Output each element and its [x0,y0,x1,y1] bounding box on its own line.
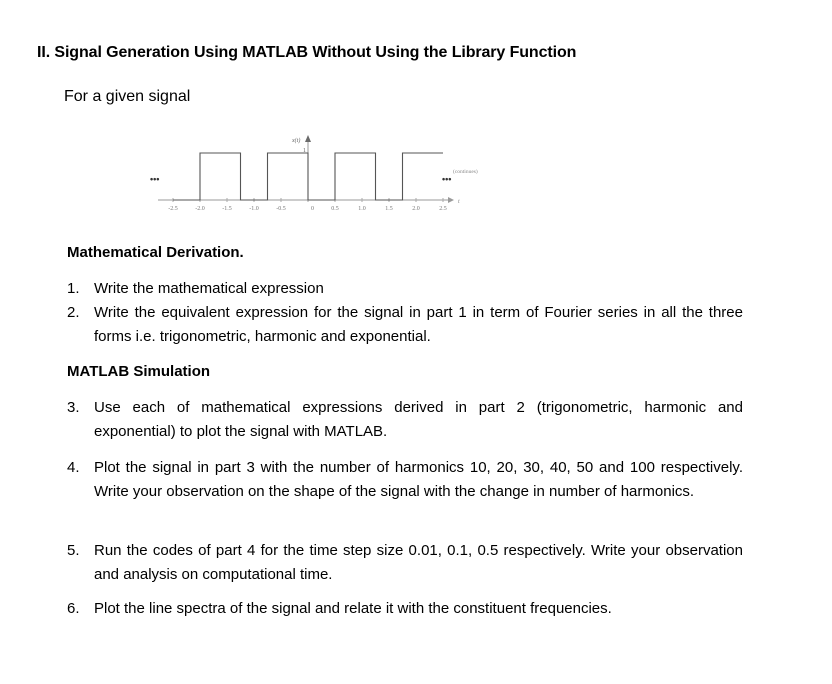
item-text: Plot the line spectra of the signal and relate it with the constituent frequencies. [94,600,612,617]
item-number: 3. [67,399,80,416]
x-tick-label: -2.0 [195,206,205,212]
continues-note: (continues) [453,169,478,175]
item-number: 2. [67,304,80,321]
intro-text: For a given signal [64,88,191,105]
left-continuation-dots: ••• [150,174,160,184]
list-item-6 [67,597,743,621]
right-continuation-dots: ••• [442,174,452,184]
item-text: Write the mathematical expression [94,280,324,297]
list-item-1 [67,277,743,301]
item-text: Write the equivalent expression for the signal in part 1 in term of Fourier series in all the three forms i.e. trigonometric, harmonic and exponential. [94,304,743,345]
x-tick-label: -0.5 [276,206,286,212]
derivation-title: Mathematical Derivation. [67,244,244,261]
x-tick-label: 2.5 [439,206,447,212]
x-tick-label: -1.0 [249,206,259,212]
item-number: 4. [67,459,80,476]
signal-waveform [173,153,443,200]
item-text: Use each of mathematical expressions derived in part 2 (trigonometric, harmonic and exponential) to plot the signal with MATLAB. [94,399,743,440]
x-tick-label: 2.0 [412,206,420,212]
signal-plot [148,130,508,225]
time-axis-arrow [448,197,454,203]
list-item-4 [67,456,743,504]
list-item-5 [67,539,743,587]
item-number: 6. [67,600,80,617]
x-tick-label: -1.5 [222,206,232,212]
simulation-title: MATLAB Simulation [67,363,211,380]
x-tick-label: 0 [311,206,314,212]
item-number: 5. [67,542,80,559]
item-number: 1. [67,280,80,297]
section-heading: II. Signal Generation Using MATLAB Without Using the Library Function [37,44,577,61]
amplitude-axis-arrow [305,135,311,142]
signal-series-0 [173,153,443,200]
y-tick-label: 1 [303,148,306,154]
item-text: Run the codes of part 4 for the time step size 0.01, 0.1, 0.5 respectively. Write your observation and analysis on computational time. [94,542,743,583]
x-tick-label: 0.5 [331,206,339,212]
list-item-2 [67,301,743,349]
x-tick-label: 1.0 [358,206,366,212]
signal-figure [148,130,508,225]
y-axis-label: x(t) [292,138,301,144]
list-item-3 [67,396,743,444]
x-tick-label: 1.5 [385,206,393,212]
x-axis-label: t [458,199,460,205]
x-tick-label: -2.5 [168,206,178,212]
item-text: Plot the signal in part 3 with the number of harmonics 10, 20, 30, 40, 50 and 100 respectively. Write your observation on the shape of the signal with the change in number of harmonics. [94,459,743,500]
